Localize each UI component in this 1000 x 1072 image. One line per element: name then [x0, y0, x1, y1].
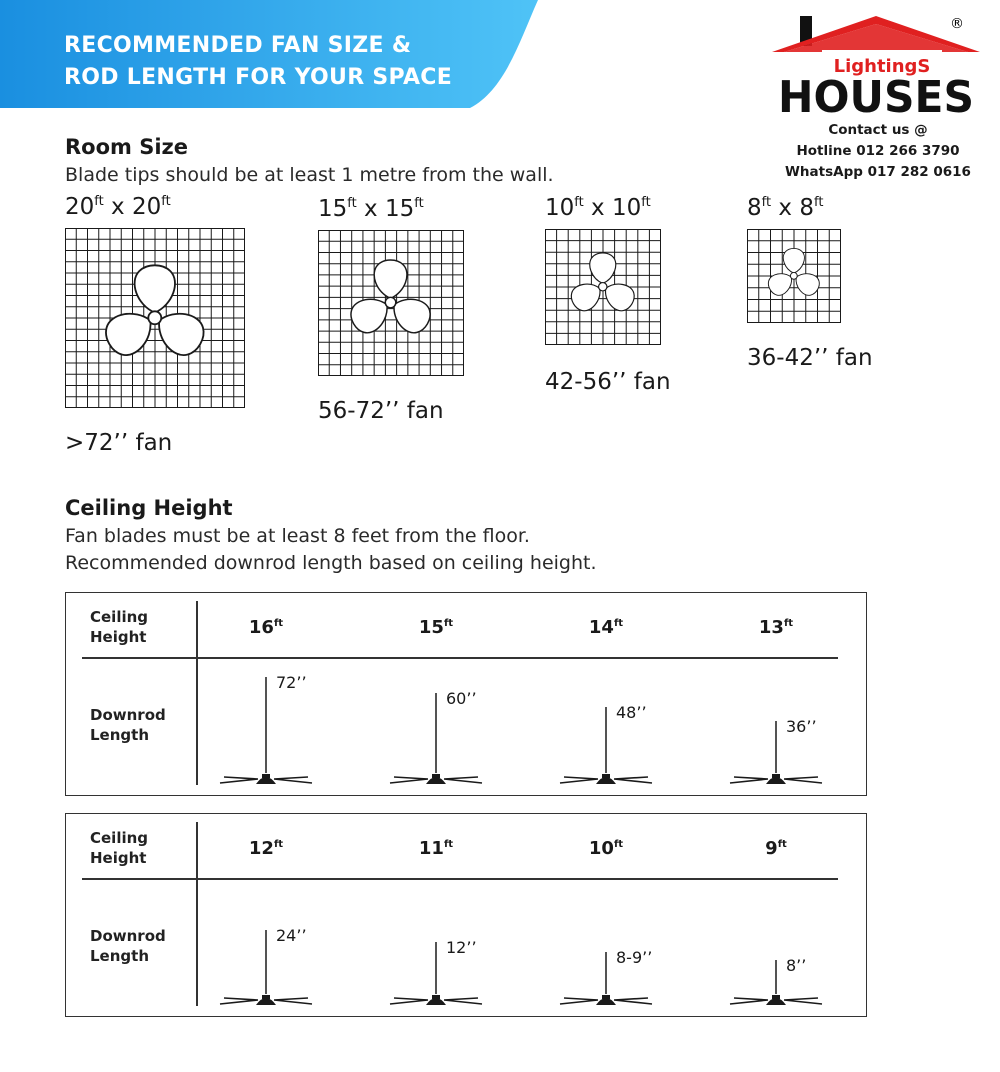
room-dimension: $20^{ft}$ x $20^{ft}$ [65, 194, 171, 220]
room-grid [545, 229, 661, 345]
room-grid [318, 230, 464, 376]
recommended-fan-size: 36-42’’ fan [747, 345, 873, 371]
downrod-diagram [388, 689, 484, 800]
table-divider-horizontal [82, 878, 838, 880]
downrod-table [65, 813, 867, 1017]
downrod-diagram [218, 926, 314, 1021]
fan-icon [90, 253, 220, 383]
ceiling-height-value: $14^{ft}$ [588, 617, 624, 638]
banner-title-line2: ROD LENGTH FOR YOUR SPACE [64, 65, 453, 90]
downrod-fan-icon [388, 693, 484, 795]
downrod-length-value: 12’’ [446, 938, 477, 957]
room-size-description: Blade tips should be at least 1 metre from the wall. [65, 164, 554, 186]
ceiling-height-value: $13^{ft}$ [758, 617, 794, 638]
downrod-diagram [558, 703, 654, 800]
table-divider-vertical [196, 822, 198, 1006]
room-size-title: Room Size [65, 135, 189, 159]
ceiling-height-description-1: Fan blades must be at least 8 feet from the floor. [65, 525, 530, 547]
downrod-table [65, 592, 867, 796]
room-grid [747, 229, 841, 323]
downrod-diagram [728, 717, 824, 800]
downrod-length-value: 36’’ [786, 717, 817, 736]
downrod-length-value: 60’’ [446, 689, 477, 708]
contact-label: Contact us @ [828, 122, 928, 138]
room-grid [65, 228, 245, 408]
ceiling-height-label: Ceiling Height [90, 829, 149, 867]
fan-icon [561, 245, 645, 329]
downrod-fan-icon [218, 677, 314, 795]
ceiling-height-value: $9^{ft}$ [765, 838, 787, 859]
logo-lightings: LightingS [833, 56, 931, 77]
downrod-length-label: Downrod Length [90, 706, 166, 744]
downrod-length-label: Downrod Length [90, 927, 166, 965]
downrod-length-value: 8’’ [786, 956, 807, 975]
downrod-diagram [558, 948, 654, 1021]
ceiling-height-title: Ceiling Height [65, 496, 233, 520]
downrod-length-value: 8-9’’ [616, 948, 653, 967]
contact-hotline: Hotline 012 266 3790 [796, 143, 960, 159]
ceiling-height-value: $15^{ft}$ [418, 617, 454, 638]
ceiling-height-value: $16^{ft}$ [248, 617, 284, 638]
downrod-diagram [218, 673, 314, 800]
downrod-length-value: 72’’ [276, 673, 307, 692]
table-divider-vertical [196, 601, 198, 785]
banner-title [64, 30, 452, 94]
downrod-diagram [728, 956, 824, 1021]
downrod-fan-icon [728, 960, 824, 1016]
registered-mark: ® [950, 16, 964, 32]
room-dimension: $10^{ft}$ x $10^{ft}$ [545, 195, 651, 221]
ceiling-height-value: $12^{ft}$ [248, 838, 284, 859]
banner-title-line1: RECOMMENDED FAN SIZE & [64, 33, 412, 58]
downrod-diagram [388, 938, 484, 1021]
downrod-length-value: 48’’ [616, 703, 647, 722]
table-divider-horizontal [82, 657, 838, 659]
fan-icon [760, 242, 828, 310]
recommended-fan-size: >72’’ fan [65, 430, 173, 456]
logo-houses: HOUSES [778, 72, 974, 120]
header-banner [0, 0, 540, 108]
ceiling-height-description-2: Recommended downrod length based on ceiling height. [65, 552, 597, 574]
room-dimension: $15^{ft}$ x $15^{ft}$ [318, 196, 424, 222]
brand-logo [768, 10, 990, 120]
room-dimension: $8^{ft}$ x $8^{ft}$ [747, 195, 824, 221]
ceiling-height-label: Ceiling Height [90, 608, 149, 646]
recommended-fan-size: 56-72’’ fan [318, 398, 444, 424]
fan-icon [338, 250, 443, 355]
downrod-length-value: 24’’ [276, 926, 307, 945]
contact-whatsapp: WhatsApp 017 282 0616 [785, 164, 971, 180]
contact-info [770, 120, 986, 183]
ceiling-height-value: $11^{ft}$ [418, 838, 454, 859]
recommended-fan-size: 42-56’’ fan [545, 369, 671, 395]
ceiling-height-value: $10^{ft}$ [588, 838, 624, 859]
